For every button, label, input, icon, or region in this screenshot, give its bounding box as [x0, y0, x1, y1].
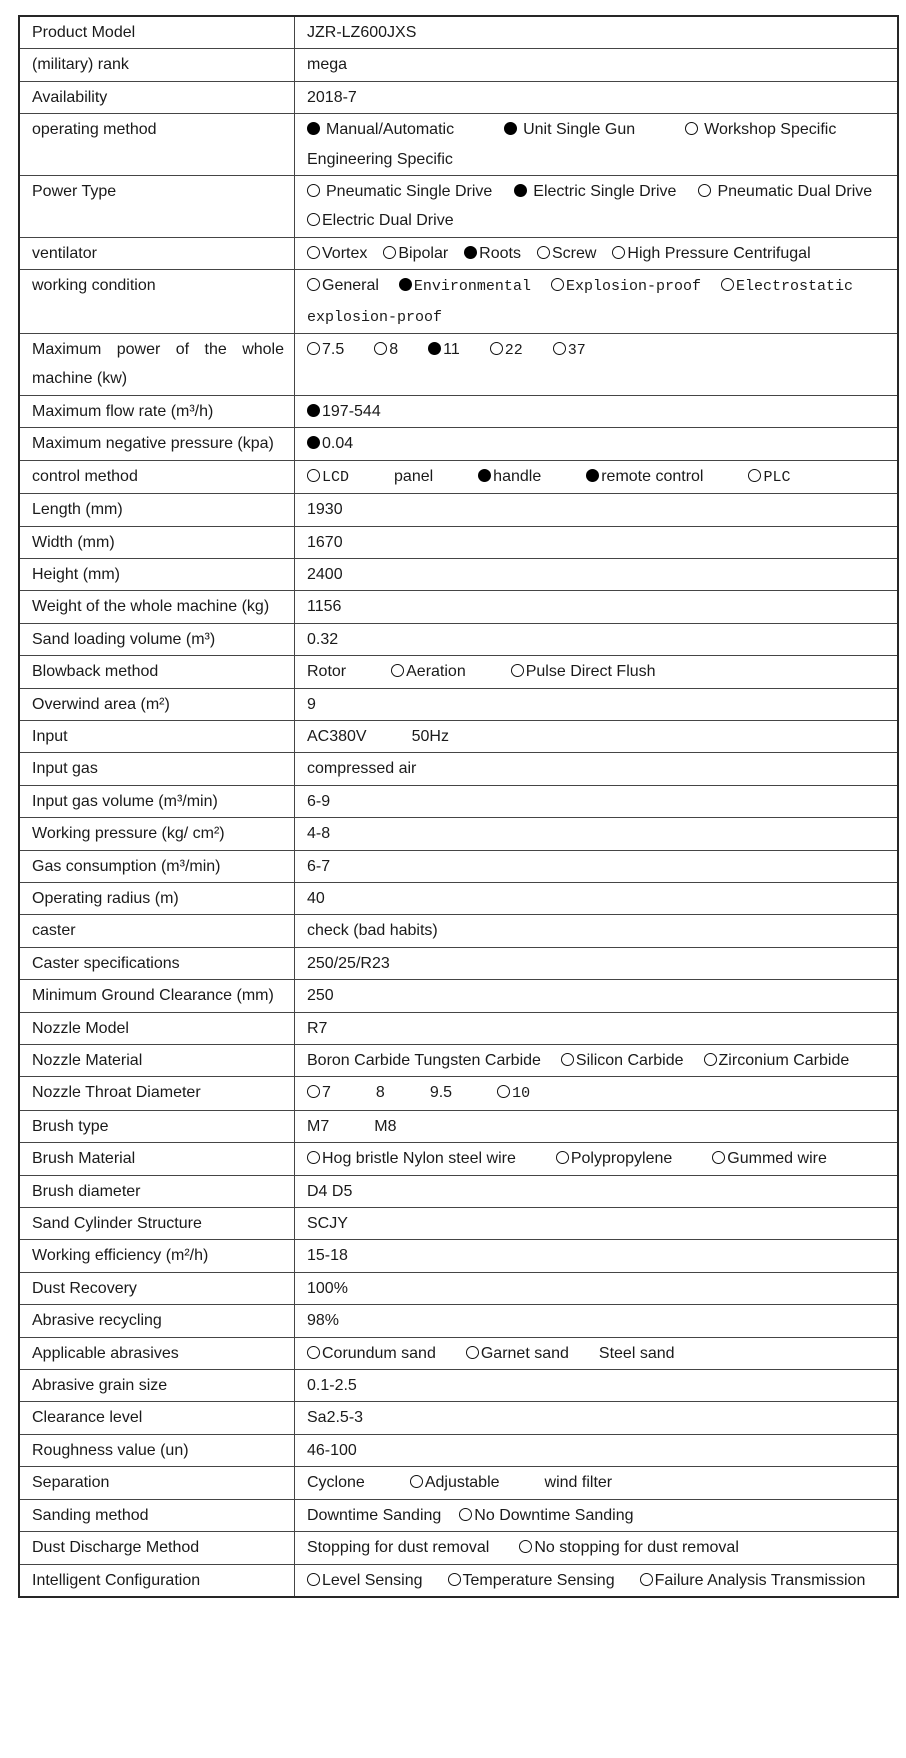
value-text: 50Hz — [411, 727, 449, 745]
radio-empty-icon — [307, 1573, 320, 1586]
radio-empty-icon — [307, 342, 320, 355]
radio-empty-icon — [448, 1573, 461, 1586]
spec-row — [19, 1208, 898, 1240]
spec-row — [19, 176, 898, 238]
spec-value — [295, 428, 899, 460]
radio-empty-icon — [383, 246, 396, 259]
radio-empty-icon — [307, 469, 320, 482]
radio-option: General — [307, 277, 379, 294]
radio-filled-icon — [307, 404, 320, 417]
spec-row — [19, 882, 898, 914]
spec-label: Product Model — [19, 16, 295, 49]
spec-value — [295, 334, 899, 396]
spec-label: caster — [19, 915, 295, 947]
value-text: 1670 — [307, 533, 343, 551]
radio-empty-icon — [307, 246, 320, 259]
radio-empty-icon — [459, 1508, 472, 1521]
radio-option: 7 — [307, 1084, 331, 1101]
spec-label: Sand loading volume (m³) — [19, 623, 295, 655]
spec-label: Height (mm) — [19, 558, 295, 590]
radio-filled-icon — [428, 342, 441, 355]
spec-row — [19, 1012, 898, 1044]
radio-option: Polypropylene — [556, 1150, 672, 1167]
spec-row — [19, 49, 898, 81]
radio-option: Garnet sand — [466, 1345, 569, 1362]
radio-filled-icon — [307, 122, 320, 135]
radio-option: 11 — [428, 341, 460, 358]
spec-label: Operating radius (m) — [19, 882, 295, 914]
value-text: 6-7 — [307, 857, 331, 875]
radio-option: 37 — [553, 342, 586, 359]
value-text: 0.32 — [307, 630, 339, 648]
value-text: panel — [394, 467, 434, 485]
spec-value — [295, 395, 899, 427]
radio-option: No Downtime Sanding — [459, 1507, 633, 1524]
value-text: Stopping for dust removal — [307, 1539, 490, 1557]
spec-label: Intelligent Configuration — [19, 1564, 295, 1597]
spec-value — [295, 1402, 899, 1434]
spec-label: Dust Recovery — [19, 1272, 295, 1304]
spec-label: Minimum Ground Clearance (mm) — [19, 980, 295, 1012]
spec-row — [19, 270, 898, 334]
radio-empty-icon — [307, 1151, 320, 1164]
spec-row — [19, 1564, 898, 1597]
spec-row — [19, 980, 898, 1012]
spec-value — [295, 1143, 899, 1175]
value-text: Downtime Sanding — [307, 1506, 442, 1524]
value-text: SCJY — [307, 1215, 348, 1233]
spec-table — [18, 15, 899, 1598]
spec-value — [295, 526, 899, 558]
radio-filled-icon — [478, 469, 491, 482]
spec-label: Availability — [19, 81, 295, 113]
value-text: mega — [307, 56, 348, 74]
spec-value — [295, 1077, 899, 1110]
radio-option: Temperature Sensing — [448, 1572, 615, 1589]
radio-empty-icon — [553, 342, 566, 355]
value-text: Boron Carbide Tungsten Carbide — [307, 1052, 541, 1069]
spec-value — [295, 1370, 899, 1402]
spec-value — [295, 270, 899, 334]
value-text: 9.5 — [429, 1084, 453, 1102]
spec-value — [295, 81, 899, 113]
radio-filled-icon — [504, 122, 517, 135]
spec-label: Separation — [19, 1467, 295, 1499]
spec-label: Gas consumption (m³/min) — [19, 850, 295, 882]
radio-filled-icon — [464, 246, 477, 259]
spec-label: Input gas — [19, 753, 295, 785]
spec-row — [19, 818, 898, 850]
radio-empty-icon — [556, 1151, 569, 1164]
radio-empty-icon — [307, 184, 320, 197]
radio-option: Screw — [537, 245, 596, 262]
spec-value — [295, 1272, 899, 1304]
spec-row — [19, 1467, 898, 1499]
spec-row — [19, 623, 898, 655]
radio-option: Hog bristle Nylon steel wire — [307, 1150, 516, 1167]
spec-label: Maximum flow rate (m³/h) — [19, 395, 295, 427]
spec-row — [19, 1272, 898, 1304]
spec-label: Maximum power of the whole machine (kw) — [19, 334, 295, 396]
spec-label: Power Type — [19, 176, 295, 238]
radio-empty-icon — [685, 122, 698, 135]
radio-empty-icon — [704, 1053, 717, 1066]
spec-row — [19, 688, 898, 720]
spec-row — [19, 1305, 898, 1337]
spec-value — [295, 882, 899, 914]
value-text: check (bad habits) — [307, 922, 438, 940]
spec-value — [295, 591, 899, 623]
spec-label: Input — [19, 720, 295, 752]
value-text: 2400 — [307, 565, 343, 583]
radio-option: 0.04 — [307, 435, 353, 452]
radio-empty-icon — [561, 1053, 574, 1066]
radio-option: Pneumatic Single Drive — [307, 183, 492, 200]
value-text: M7 — [307, 1117, 330, 1135]
spec-label: Roughness value (un) — [19, 1434, 295, 1466]
value-text: wind filter — [544, 1474, 613, 1492]
radio-option: Vortex — [307, 245, 367, 262]
spec-value — [295, 753, 899, 785]
value-text: 98% — [307, 1312, 340, 1330]
spec-label: Abrasive recycling — [19, 1305, 295, 1337]
value-text: JZR-LZ600JXS — [307, 24, 417, 41]
spec-label: Nozzle Material — [19, 1045, 295, 1077]
spec-row — [19, 947, 898, 979]
radio-filled-icon — [586, 469, 599, 482]
radio-option: 8 — [374, 341, 398, 358]
spec-label: Blowback method — [19, 656, 295, 688]
spec-label: Nozzle Throat Diameter — [19, 1077, 295, 1110]
spec-row — [19, 237, 898, 269]
spec-row — [19, 1402, 898, 1434]
radio-empty-icon — [511, 664, 524, 677]
radio-empty-icon — [712, 1151, 725, 1164]
spec-row — [19, 1434, 898, 1466]
spec-label: Brush type — [19, 1110, 295, 1142]
radio-option: Bipolar — [383, 245, 448, 262]
radio-option: Adjustable — [410, 1474, 500, 1491]
value-text: 1156 — [307, 598, 342, 616]
radio-option: 7.5 — [307, 341, 344, 358]
spec-row — [19, 81, 898, 113]
value-text: 1930 — [307, 501, 343, 519]
spec-value — [295, 1305, 899, 1337]
value-text: 250 — [307, 987, 334, 1005]
spec-label: working condition — [19, 270, 295, 334]
radio-option: Workshop Specific Engineering Specific — [307, 121, 837, 168]
spec-value — [295, 1175, 899, 1207]
spec-value — [295, 49, 899, 81]
radio-option: Aeration — [391, 663, 466, 680]
radio-option: Corundum sand — [307, 1345, 436, 1362]
spec-label: Overwind area (m²) — [19, 688, 295, 720]
radio-empty-icon — [497, 1085, 510, 1098]
spec-label: Brush Material — [19, 1143, 295, 1175]
value-text: Rotor — [307, 663, 347, 681]
spec-row — [19, 526, 898, 558]
radio-empty-icon — [537, 246, 550, 259]
radio-empty-icon — [721, 278, 734, 291]
spec-value — [295, 176, 899, 238]
radio-option: High Pressure Centrifugal — [612, 245, 810, 262]
radio-empty-icon — [410, 1475, 423, 1488]
spec-label: Caster specifications — [19, 947, 295, 979]
radio-empty-icon — [307, 213, 320, 226]
spec-label: Brush diameter — [19, 1175, 295, 1207]
spec-value — [295, 947, 899, 979]
spec-label: Length (mm) — [19, 494, 295, 526]
spec-label: Width (mm) — [19, 526, 295, 558]
spec-label: ventilator — [19, 237, 295, 269]
spec-value — [295, 1434, 899, 1466]
radio-filled-icon — [399, 278, 412, 291]
spec-row — [19, 785, 898, 817]
spec-value — [295, 1467, 899, 1499]
radio-empty-icon — [307, 278, 320, 291]
radio-option: Electric Dual Drive — [307, 212, 454, 229]
value-text: Sa2.5-3 — [307, 1409, 364, 1427]
value-text: 250/25/R23 — [307, 954, 390, 972]
radio-option: Electric Single Drive — [514, 183, 676, 200]
value-text: R7 — [307, 1019, 328, 1037]
spec-value — [295, 1337, 899, 1369]
spec-label: Working pressure (kg/ cm²) — [19, 818, 295, 850]
radio-option: PLC — [748, 469, 790, 486]
spec-label: Clearance level — [19, 1402, 295, 1434]
radio-filled-icon — [514, 184, 527, 197]
spec-row — [19, 591, 898, 623]
value-text: compressed air — [307, 760, 417, 778]
spec-label: Sand Cylinder Structure — [19, 1208, 295, 1240]
spec-value — [295, 1564, 899, 1597]
spec-label: Working efficiency (m²/h) — [19, 1240, 295, 1272]
spec-row — [19, 1240, 898, 1272]
spec-row — [19, 915, 898, 947]
value-text: D4 D5 — [307, 1182, 353, 1200]
spec-label: Applicable abrasives — [19, 1337, 295, 1369]
radio-option: Silicon Carbide — [561, 1052, 684, 1069]
radio-option: No stopping for dust removal — [519, 1539, 739, 1556]
spec-row — [19, 1045, 898, 1077]
radio-empty-icon — [698, 184, 711, 197]
spec-value — [295, 1012, 899, 1044]
spec-row — [19, 1077, 898, 1110]
radio-empty-icon — [551, 278, 564, 291]
spec-value — [295, 785, 899, 817]
value-text: 100% — [307, 1279, 348, 1297]
radio-empty-icon — [391, 664, 404, 677]
spec-row — [19, 460, 898, 493]
radio-empty-icon — [374, 342, 387, 355]
spec-row — [19, 334, 898, 396]
spec-row — [19, 395, 898, 427]
value-text: M8 — [374, 1117, 397, 1135]
radio-empty-icon — [490, 342, 503, 355]
spec-label: Weight of the whole machine (kg) — [19, 591, 295, 623]
radio-option: Failure Analysis Transmission — [640, 1572, 866, 1589]
radio-option: Pulse Direct Flush — [511, 663, 656, 680]
spec-label: Maximum negative pressure (kpa) — [19, 428, 295, 460]
spec-value — [295, 818, 899, 850]
spec-row — [19, 656, 898, 688]
spec-value — [295, 558, 899, 590]
spec-value — [295, 688, 899, 720]
spec-row — [19, 1370, 898, 1402]
spec-value — [295, 1045, 899, 1077]
spec-row — [19, 1175, 898, 1207]
radio-option: Environmental — [399, 278, 531, 295]
spec-row — [19, 16, 898, 49]
value-text: 2018-7 — [307, 88, 357, 106]
spec-label: control method — [19, 460, 295, 493]
radio-option: Electrostatic explosion-proof — [307, 278, 854, 326]
radio-option: Gummed wire — [712, 1150, 827, 1167]
value-text: 6-9 — [307, 792, 331, 810]
radio-empty-icon — [519, 1540, 532, 1553]
value-text: 4-8 — [307, 825, 331, 843]
spec-row — [19, 114, 898, 176]
spec-value — [295, 850, 899, 882]
radio-option: Level Sensing — [307, 1572, 423, 1589]
radio-filled-icon — [307, 436, 320, 449]
value-text: 0.1-2.5 — [307, 1377, 357, 1395]
radio-option: remote control — [586, 468, 703, 485]
spec-value — [295, 114, 899, 176]
spec-row — [19, 1143, 898, 1175]
radio-empty-icon — [307, 1346, 320, 1359]
radio-empty-icon — [748, 469, 761, 482]
radio-option: Explosion-proof — [551, 278, 701, 295]
radio-option: 197-544 — [307, 403, 381, 420]
radio-option: Pneumatic Dual Drive — [698, 183, 872, 200]
spec-value — [295, 656, 899, 688]
radio-option: Manual/Automatic — [307, 121, 454, 138]
radio-option: Unit Single Gun — [504, 121, 635, 138]
radio-empty-icon — [640, 1573, 653, 1586]
spec-label: Dust Discharge Method — [19, 1532, 295, 1564]
radio-empty-icon — [307, 1085, 320, 1098]
value-text: 9 — [307, 695, 316, 713]
spec-row — [19, 428, 898, 460]
spec-row — [19, 1499, 898, 1531]
spec-row — [19, 1110, 898, 1142]
spec-value — [295, 1532, 899, 1564]
spec-row — [19, 850, 898, 882]
value-text: 40 — [307, 889, 325, 907]
spec-value — [295, 237, 899, 269]
radio-option: handle — [478, 468, 541, 485]
spec-row — [19, 558, 898, 590]
spec-row — [19, 753, 898, 785]
value-text: AC380V — [307, 727, 367, 745]
spec-value — [295, 980, 899, 1012]
spec-value — [295, 460, 899, 493]
spec-value — [295, 16, 899, 49]
spec-value — [295, 1499, 899, 1531]
radio-option: Zirconium Carbide — [704, 1052, 850, 1069]
spec-value — [295, 720, 899, 752]
spec-row — [19, 720, 898, 752]
spec-table-body — [19, 16, 898, 1597]
spec-row — [19, 494, 898, 526]
spec-label: Abrasive grain size — [19, 1370, 295, 1402]
spec-value — [295, 915, 899, 947]
spec-label: (military) rank — [19, 49, 295, 81]
value-text: Cyclone — [307, 1474, 365, 1492]
spec-row — [19, 1337, 898, 1369]
radio-empty-icon — [466, 1346, 479, 1359]
radio-option: 10 — [497, 1085, 530, 1102]
radio-option: 22 — [490, 342, 523, 359]
spec-row — [19, 1532, 898, 1564]
spec-label: operating method — [19, 114, 295, 176]
spec-value — [295, 623, 899, 655]
spec-label: Sanding method — [19, 1499, 295, 1531]
spec-value — [295, 1208, 899, 1240]
spec-label: Nozzle Model — [19, 1012, 295, 1044]
radio-empty-icon — [612, 246, 625, 259]
value-text: 15-18 — [307, 1247, 348, 1265]
spec-value — [295, 1110, 899, 1142]
radio-option: LCD — [307, 469, 349, 486]
spec-label: Input gas volume (m³/min) — [19, 785, 295, 817]
value-text: 46-100 — [307, 1441, 357, 1459]
spec-value — [295, 1240, 899, 1272]
value-text: 8 — [375, 1084, 385, 1102]
spec-value — [295, 494, 899, 526]
value-text: Steel sand — [598, 1344, 675, 1362]
radio-option: Roots — [464, 245, 521, 262]
